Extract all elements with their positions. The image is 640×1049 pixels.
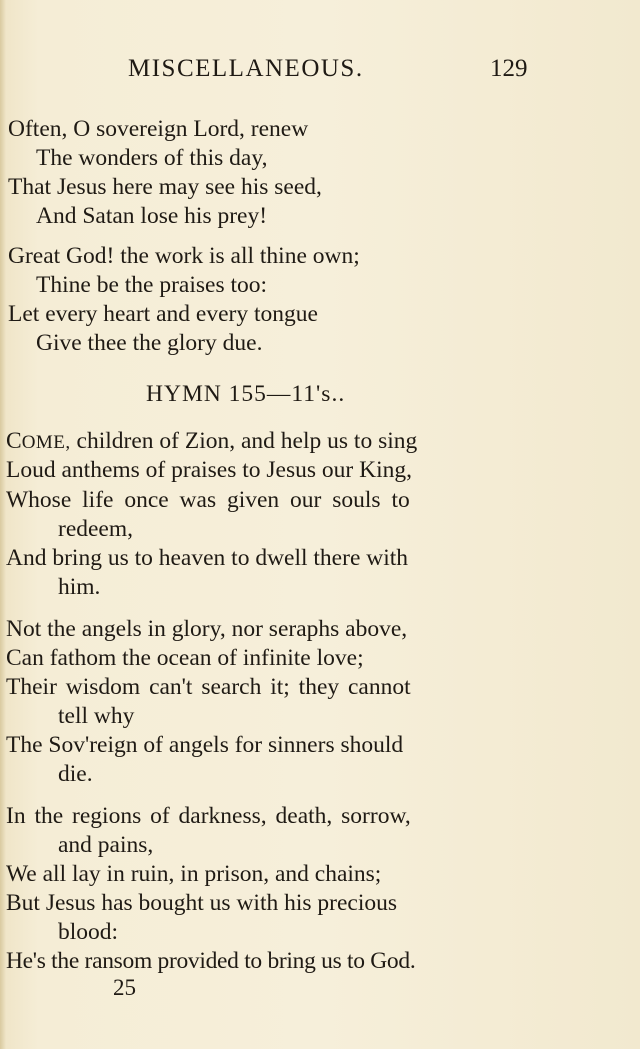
verse-line: him. — [58, 574, 101, 600]
verse-line: That Jesus here may see his seed, — [8, 174, 322, 200]
verse-line: Let every heart and every tongue — [8, 301, 318, 327]
verse-line: He's the ransom provided to bring us to God. — [6, 948, 416, 974]
verse-line: But Jesus has bought us with his precious — [6, 890, 398, 916]
signature-mark: 25 — [113, 975, 136, 1000]
verse-line: Their wisdom can't search it; they cannot — [6, 674, 411, 700]
small-caps-word: OME, — [21, 432, 71, 453]
page-header — [0, 55, 640, 91]
verse-line: Often, O sovereign Lord, renew — [8, 116, 309, 142]
verse-line: Thine be the praises too: — [36, 272, 268, 298]
verse-line: Not the angels in glory, nor seraphs above, — [6, 616, 408, 642]
verse-line: redeem, — [58, 516, 134, 542]
verse-line: Can fathom the ocean of infinite love; — [6, 645, 364, 671]
verse-line: Loud anthems of praises to Jesus our King, — [6, 457, 412, 483]
running-head: MISCELLANEOUS. — [128, 55, 364, 82]
verse-line: The wonders of this day, — [36, 145, 268, 171]
verse-line: In the regions of darkness, death, sorrow, — [6, 803, 411, 829]
verse-line: Whose life once was given our souls to — [6, 487, 410, 513]
verse-line: Great God! the work is all thine own; — [8, 243, 360, 269]
verse-line — [6, 427, 417, 457]
verse-line: blood: — [58, 919, 119, 945]
verse-line: die. — [58, 761, 93, 787]
verse-line: The Sov'reign of angels for sinners should — [6, 732, 404, 758]
drop-initial: C — [6, 428, 22, 454]
verse-line: Give thee the glory due. — [36, 330, 263, 356]
verse-line: tell why — [58, 703, 135, 729]
verse-line: And bring us to heaven to dwell there with — [6, 545, 409, 571]
verse-line: and pains, — [58, 832, 154, 858]
verse-line: And Satan lose his prey! — [36, 203, 268, 229]
hymn-title: HYMN 155—11's.. — [146, 381, 346, 407]
verse-line: We all lay in ruin, in prison, and chains; — [6, 861, 382, 887]
verse-line-text: children of Zion, and help us to sing — [70, 428, 418, 454]
page-number: 129 — [490, 55, 528, 82]
